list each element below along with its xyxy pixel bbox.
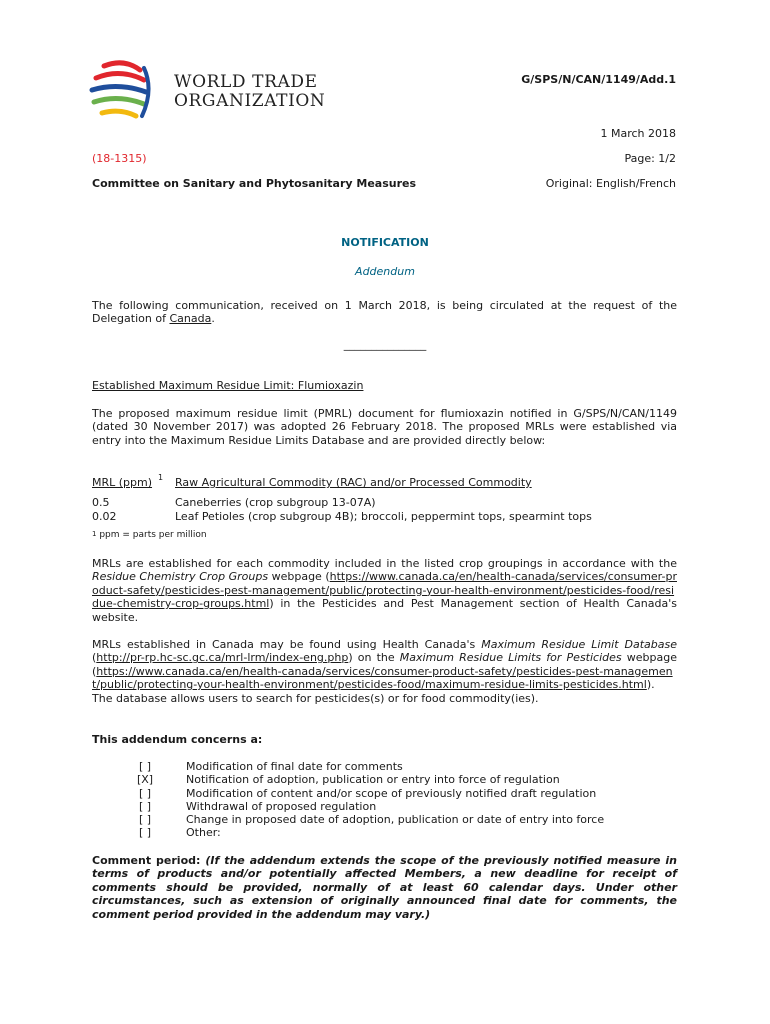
logo-line-2: ORGANIZATION [174,91,326,111]
mrl-column-header: MRL (ppm) [92,476,153,489]
wto-emblem-icon [84,56,154,126]
intro-paragraph: The following communication, received on 1 March 2018, is being circulated at the request of the Delegation of Canada. [92,299,677,326]
doc-ref: (18-1315) [92,152,147,165]
comment-period-label: Comment period: [92,854,201,867]
checkbox-checked: [X] [136,773,154,786]
checkbox: [ ] [138,787,152,800]
notification-title: NOTIFICATION [341,236,429,249]
checkbox: [ ] [138,760,152,773]
comment-period-paragraph: Comment period: (If the addendum extends the scope of the previously notified measure in terms of products and/or potentially affected Members, a new deadline for receipt of comments should be provided, normally of at least 60 calendar days. Under other circumstances, such as extension of originally announced final date for comments, the comment period provided in the addendum may vary.) [92,854,678,921]
doc-symbol: G/SPS/N/CAN/1149/Add.1 [521,73,676,86]
checkbox: [ ] [138,800,152,813]
mrl-database-paragraph: MRLs established in Canada may be found using Health Canada's Maximum Residue Limit Database (http://pr-rp.hc-sc.gc.ca/mrl-lrm/index-eng.php) on the Maximum Residue Limits for Pesticides webpage (https://www.canada.ca/en/health-canada/services/consumer-product-safety/pesticides-pest-management/public/protecting-your-health-environment/pesticides-food/maximum-residue-limits-pesticides.html). The database allows users to search for pesticides(s) or for food commodity(ies). [92,638,677,705]
original-language: Original: English/French [545,177,676,190]
adoption-paragraph: The proposed maximum residue limit (PMRL) document for flumioxazin notified in G/SPS/N/CAN/1149 (dated 30 November 2017) was adopted 26 February 2018. The proposed MRLs were established via entry into the Maximum Residue Limits Database and are provided directly below: [92,407,677,447]
addendum-subtitle: Addendum [355,265,415,278]
logo-line-1: WORLD TRADE [174,72,318,92]
doc-date: 1 March 2018 [600,127,676,140]
footnote-ref: 1 [158,473,164,482]
section-title: Established Maximum Residue Limit: Flumioxazin [92,379,364,392]
separator: _______________ [343,338,427,351]
footnote: $^1$ ppm = parts per million [92,530,207,540]
committee-name: Committee on Sanitary and Phytosanitary Measures [92,177,417,190]
crop-groups-link[interactable]: https://www.canada.ca/en/health-canada/services/consumer-product-safety/pesticides-pest-management/public/protecting-your-health-environment/pesticides-food/residue-chemistry-crop-groups.html [92,570,677,611]
commodity-column-header: Raw Agricultural Commodity (RAC) and/or Processed Commodity [175,476,532,489]
mrl-pesticides-link[interactable]: https://www.canada.ca/en/health-canada/services/consumer-product-safety/pesticides-pest-management/public/protecting-your-health-environment/pesticides-food/maximum-residue-limits-pesticides.html [92,664,673,692]
checkbox: [ ] [138,813,152,826]
wto-logo [84,56,334,126]
crop-groups-paragraph: MRLs are established for each commodity included in the listed crop groupings in accordance with the Residue Chemistry Crop Groups webpage (https://www.canada.ca/en/health-canada/services/consumer-product-safety/pesticides-pest-management/public/protecting-your-health-environment/pesticides-food/residue-chemistry-crop-groups.html) in the Pesticides and Pest Management section of Health Canada's website. [92,557,677,624]
page-number: Page: 1/2 [624,152,676,165]
concerns-heading: This addendum concerns a: [92,733,263,746]
member-name: Canada [169,312,212,326]
checkbox: [ ] [138,826,152,839]
mrl-database-link[interactable]: http://pr-rp.hc-sc.gc.ca/mrl-lrm/index-eng.php [96,651,349,665]
